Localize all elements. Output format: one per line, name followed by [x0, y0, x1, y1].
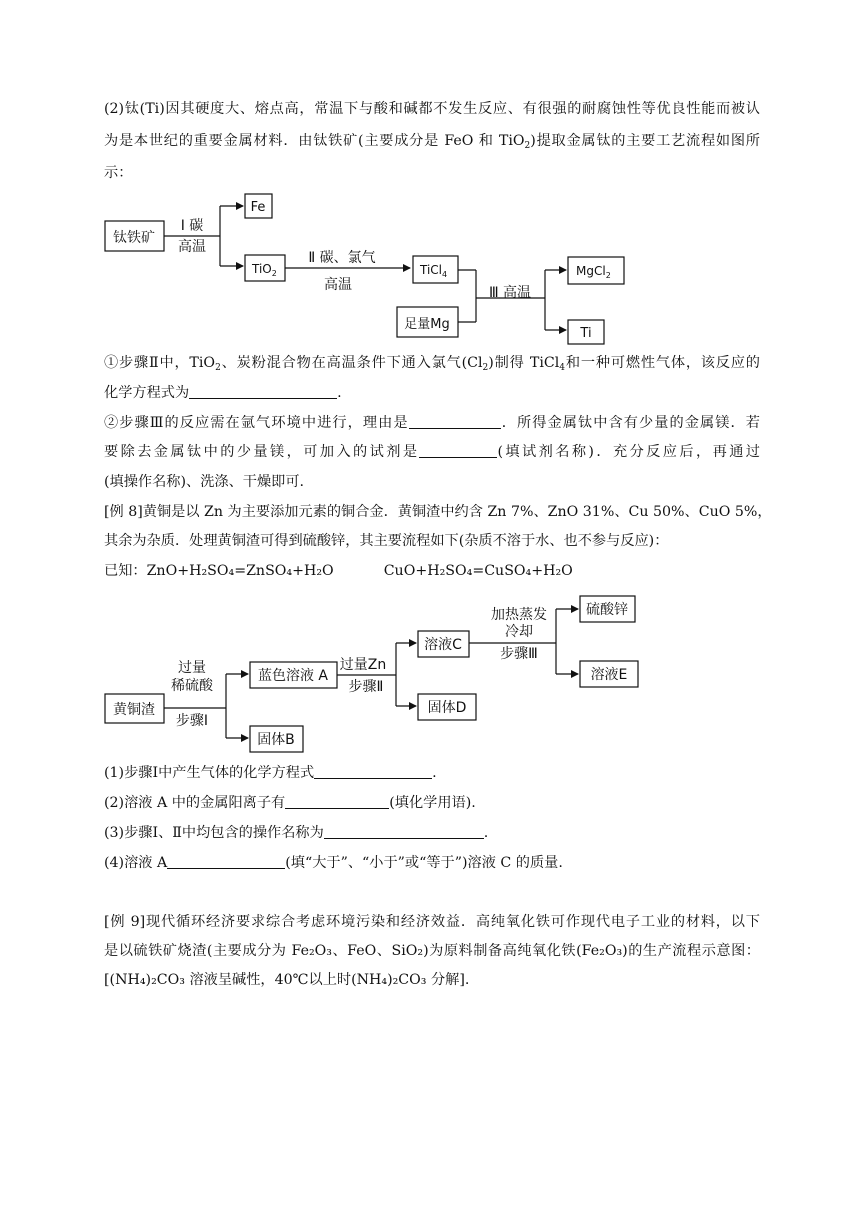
step1-condition: 高温: [178, 239, 206, 255]
answer-blank[interactable]: [189, 384, 337, 399]
zinc-sulfate-box: [580, 596, 635, 622]
mg-label: 足量Mg: [404, 317, 450, 332]
zinc-sulfate-label: 硫酸锌: [586, 602, 628, 618]
ex8-q3: (3)步骤Ⅰ、Ⅱ中均包含的操作名称为 .: [104, 825, 489, 841]
solution-a-label: 蓝色溶液 A: [257, 668, 329, 684]
step1-amount: 过量: [178, 660, 206, 676]
step1-reagent: Ⅰ 碳: [180, 218, 204, 234]
q2-2-line1: ②步骤Ⅲ的反应需在氩气环境中进行，理由是 ．所得金属钛中含有少量的金属镁．若: [104, 415, 760, 431]
ex9-line1: [例 9]现代循环经济要求综合考虑环境污染和经济效益．高纯氧化铁可作现代电子工业的材料，以下: [104, 914, 760, 930]
brass-slag-box: [105, 694, 164, 723]
answer-blank[interactable]: [167, 854, 285, 869]
q2-1-line2: 化学方程式为 .: [104, 385, 342, 401]
step1-label: 步骤Ⅰ: [175, 713, 209, 729]
mg-box: [397, 307, 458, 337]
step3-operation: 加热蒸发: [491, 607, 547, 623]
ore-label: 钛铁矿: [113, 230, 155, 246]
step2-condition: 高温: [324, 277, 352, 293]
ore-box: [105, 221, 164, 251]
ex8-known: 已知：ZnO+H₂SO₄=ZnSO₄+H₂O CuO+H₂SO₄=CuSO₄+H₂O: [104, 563, 573, 579]
q2-2-line2: 要除去金属钛中的少量镁，可加入的试剂是 (填试剂名称)．充分反应后，再通过: [104, 444, 760, 460]
answer-blank[interactable]: [314, 764, 432, 779]
ex8-line2: 其余为杂质．处理黄铜渣可得到硫酸锌，其主要流程如下(杂质不溶于水、也不参与反应)：: [104, 533, 669, 549]
answer-blank[interactable]: [419, 443, 497, 458]
ti-label: Ti: [580, 326, 592, 341]
answer-blank[interactable]: [324, 824, 484, 839]
mgcl2-box: [568, 257, 624, 284]
step2-label: 步骤Ⅱ: [348, 679, 384, 695]
zinc-sulfate-flowchart: [0, 590, 860, 760]
ex8-q2: (2)溶液 A 中的金属阳离子有 (填化学用语).: [104, 795, 476, 811]
solid-d-box: [418, 694, 476, 720]
titanium-flowchart: [0, 0, 860, 360]
ex8-line1: [例 8]黄铜是以 Zn 为主要添加元素的铜合金．黄铜渣中约含 Zn 7%、ZnO 31%、Cu 50%、CuO 5%，: [104, 504, 772, 520]
solid-d-label: 固体D: [427, 700, 467, 716]
svg-text:TiO2: TiO$_2$: [252, 262, 277, 278]
solution-c-label: 溶液C: [424, 637, 462, 653]
solid-b-box: [250, 726, 303, 752]
tio2-box: [245, 255, 285, 281]
ex8-q4: (4)溶液 A (填“大于”、“小于”或“等于”)溶液 C 的质量.: [104, 855, 563, 871]
equation-zno: ZnO+H₂SO₄=ZnSO₄+H₂O: [146, 563, 334, 579]
ex8-q1: (1)步骤Ⅰ中产生气体的化学方程式 .: [104, 765, 437, 781]
equation-cuo: CuO+H₂SO₄=CuSO₄+H₂O: [383, 563, 573, 579]
step2-reagent: Ⅱ 碳、氯气: [308, 250, 376, 266]
solution-a-box: [250, 662, 337, 688]
q2-2-line3: (填操作名称)、洗涤、干燥即可.: [104, 474, 305, 490]
ticl4-box: [413, 256, 458, 283]
q2-1-line1: ①步骤Ⅱ中，TiO$_2$、炭粉混合物在高温条件下通入氯气$(Cl_2)$制得 TiCl$_4$和一种可燃性气体，该反应的: [104, 355, 760, 373]
svg-text:MgCl2: MgCl$_2$: [576, 264, 611, 280]
step3-condition: Ⅲ 高温: [488, 285, 532, 301]
step2-reagent: 过量Zn: [339, 657, 387, 673]
svg-text:TiCl4: TiCl$_4$: [420, 263, 448, 279]
ex9-line2: 是以硫铁矿烧渣(主要成分为 Fe₂O₃、FeO、SiO₂)为原料制备高纯氧化铁(Fe₂O₃)的生产流程示意图：: [104, 943, 760, 959]
answer-blank[interactable]: [409, 414, 501, 429]
brass-slag-label: 黄铜渣: [113, 702, 155, 718]
solution-e-label: 溶液E: [590, 667, 628, 683]
solution-c-box: [418, 631, 469, 657]
solution-e-box: [580, 661, 638, 687]
ti-box: [568, 320, 604, 344]
q2-line1: (2)钛(Ti)因其硬度大、熔点高，常温下与酸和碱都不发生反应、有很强的耐腐蚀性等优良性能而被认: [104, 101, 760, 117]
ex9-line3: [(NH₄)₂CO₃ 溶液呈碱性，40℃以上时(NH₄)₂CO₃ 分解].: [104, 972, 470, 988]
fe-label: Fe: [250, 200, 266, 215]
step3-cooling: 冷却: [505, 624, 533, 640]
q2-line2: 为是本世纪的重要金属材料．由钛铁矿(主要成分是 FeO 和 TiO$_2$)提取金属钛的主要工艺流程如图所: [104, 133, 760, 151]
q2-line3: 示：: [104, 165, 133, 181]
step3-label: 步骤Ⅲ: [500, 646, 538, 662]
solid-b-label: 固体B: [257, 732, 295, 748]
fe-box: [245, 194, 272, 218]
answer-blank[interactable]: [285, 794, 389, 809]
step1-reagent: 稀硫酸: [171, 678, 213, 694]
